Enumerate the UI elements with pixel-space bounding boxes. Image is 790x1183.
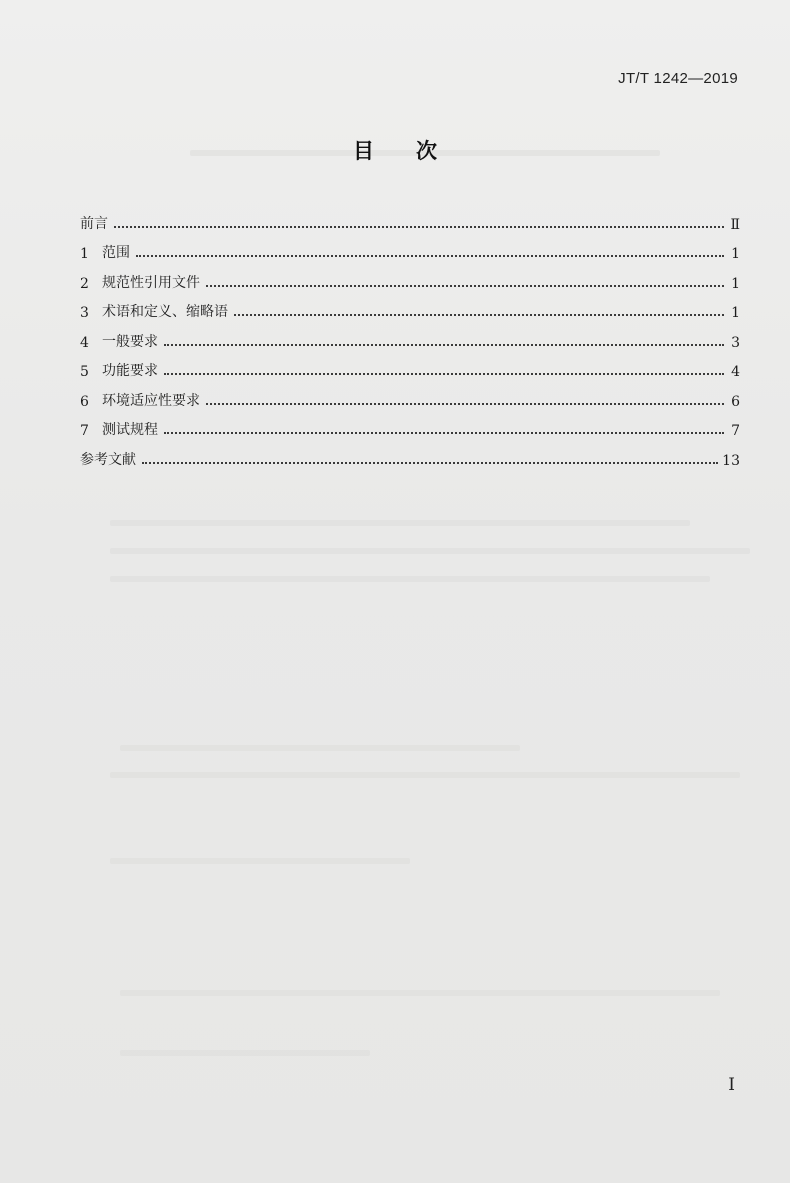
toc-entry-page: 1 xyxy=(731,246,740,262)
toc-entry-number: 5 xyxy=(80,364,89,380)
toc-entry-page: Ⅱ xyxy=(730,216,740,233)
toc-entry-number: 3 xyxy=(80,305,89,321)
toc-leader-dots xyxy=(164,372,724,375)
toc-entry-page: 7 xyxy=(731,423,740,439)
toc-entry-number: 7 xyxy=(80,423,89,439)
standard-code: JT/T 1242—2019 xyxy=(618,70,738,87)
toc-entry-functional-requirements[interactable] xyxy=(80,351,740,381)
toc-entry-label: 前言 xyxy=(80,215,108,232)
toc-leader-dots xyxy=(164,431,724,434)
toc-leader-dots xyxy=(164,343,724,346)
toc-entry-number: 4 xyxy=(80,334,89,351)
toc-entry-label: 环境适应性要求 xyxy=(102,392,200,409)
toc-entry-terms-definitions[interactable] xyxy=(80,292,740,322)
toc-entry-label: 参考文献 xyxy=(80,451,136,468)
toc-leader-dots xyxy=(142,461,718,464)
toc-leader-dots xyxy=(206,284,724,287)
toc-entry-scope[interactable] xyxy=(80,233,740,263)
toc-entry-number: 2 xyxy=(80,275,89,292)
toc-entry-label: 功能要求 xyxy=(102,363,158,379)
toc-entry-normative-references[interactable] xyxy=(80,262,740,292)
toc-entry-number: 6 xyxy=(80,393,89,410)
toc-entry-foreword[interactable] xyxy=(80,203,740,233)
toc-entry-environmental-requirements[interactable] xyxy=(80,380,740,410)
toc-entry-label: 范围 xyxy=(102,245,130,261)
toc-entry-page: 4 xyxy=(731,364,740,380)
toc-entry-label: 测试规程 xyxy=(102,422,158,438)
toc-entry-label: 术语和定义、缩略语 xyxy=(102,304,228,320)
toc-entry-number: 1 xyxy=(80,246,89,262)
toc-entry-test-procedures[interactable] xyxy=(80,410,740,440)
toc-entry-page: 13 xyxy=(722,452,740,469)
toc-entry-page: 6 xyxy=(731,393,740,410)
toc-leader-dots xyxy=(234,313,724,316)
toc-entry-page: 1 xyxy=(731,275,740,292)
toc-entry-page: 3 xyxy=(731,334,740,351)
toc-entry-label: 一般要求 xyxy=(102,333,158,350)
page-title: 目 次 xyxy=(353,139,437,163)
toc-entry-general-requirements[interactable] xyxy=(80,321,740,351)
toc-entry-page: 1 xyxy=(731,305,740,321)
toc-leader-dots xyxy=(206,402,724,405)
toc-leader-dots xyxy=(136,254,724,257)
toc-entry-bibliography[interactable] xyxy=(80,439,740,469)
toc-leader-dots xyxy=(114,225,724,228)
table-of-contents xyxy=(80,203,740,469)
toc-entry-label: 规范性引用文件 xyxy=(102,274,200,291)
page-number: Ⅰ xyxy=(728,1075,735,1095)
